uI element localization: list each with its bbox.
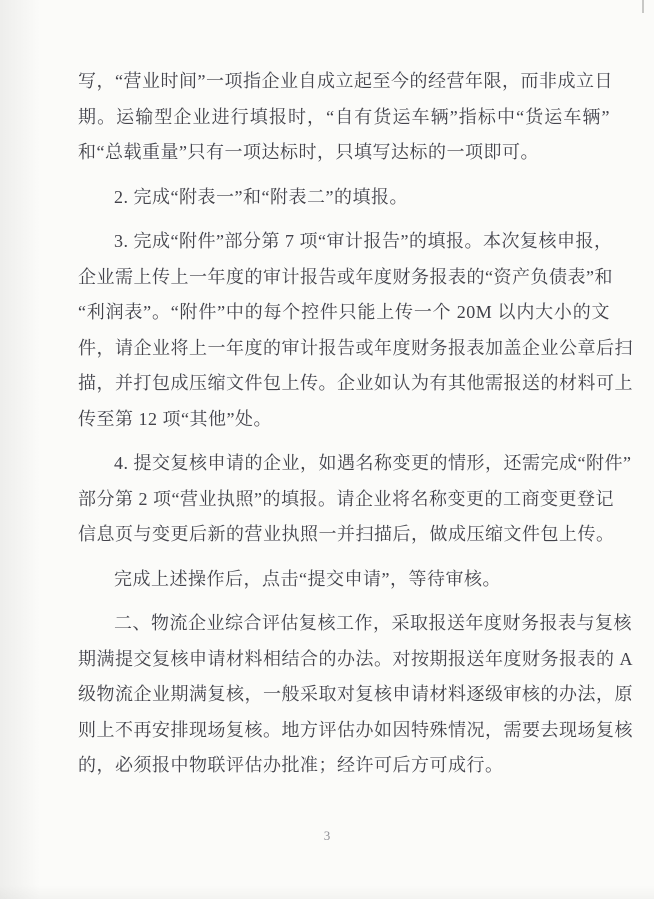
text-line: 完成上述操作后，点击“提交申请”，等待审核。 — [114, 568, 501, 589]
paragraph-continuation — [78, 64, 613, 171]
text-line: 件，请企业将上一年度的审计报告或年度财务报表加盖企业公章后扫 — [78, 337, 633, 358]
page-number: 3 — [323, 828, 331, 843]
paragraph-item-3 — [78, 224, 633, 437]
text-line: 传至第 12 项“其他”处。 — [78, 408, 272, 429]
scan-artifact-mark — [642, 0, 644, 13]
text-line: 则上不再安排现场复核。地方评估办如因特殊情况，需要去现场复核 — [78, 719, 633, 740]
text-line: 二、物流企业综合评估复核工作，采取报送年度财务报表与复核 — [114, 613, 632, 633]
text-line: 2. 完成“附表一”和“附表二”的填报。 — [114, 186, 408, 207]
text-line: 部分第 2 项“营业执照”的填报。请企业将名称变更的工商变更登记 — [78, 488, 614, 509]
paragraph-item-4 — [78, 446, 632, 553]
document-body — [78, 64, 633, 793]
text-line: 和“总载重量”只有一项达标时，只填写达标的一项即可。 — [78, 142, 539, 162]
scan-edge-shadow-left — [0, 0, 40, 899]
text-line: 期满提交复核申请材料相结合的办法。对按期报送年度财务报表的 A — [78, 648, 633, 669]
text-line: “利润表”。“附件”中的每个控件只能上传一个 20M 以内大小的文 — [78, 302, 610, 322]
text-line: 的，必须报中物联评估办批准；经许可后方可成行。 — [78, 755, 504, 775]
text-line: 描，并打包成压缩文件包上传。企业如认为有其他需报送的材料可上 — [78, 373, 633, 393]
paragraph-item-2 — [78, 180, 610, 216]
text-line: 级物流企业期满复核，一般采取对复核申请材料逐级审核的办法，原 — [78, 684, 633, 704]
text-line: 3. 完成“附件”部分第 7 项“审计报告”的填报。本次复核申报， — [114, 231, 613, 251]
text-line: 4. 提交复核申请的企业，如遇名称变更的情形，还需完成“附件” — [114, 453, 632, 473]
text-line: 企业需上传上一年度的审计报告或年度财务报表的“资产负债表”和 — [78, 266, 613, 287]
text-line: 期。运输型企业进行填报时，“自有货运车辆”指标中“货运车辆” — [78, 106, 610, 127]
scan-edge-shadow-bottom — [0, 885, 654, 899]
text-line: 写，“营业时间”一项指企业自成立起至今的经营年限，而非成立日 — [78, 71, 613, 91]
paragraph-submit-note — [78, 562, 610, 598]
text-line: 信息页与变更后新的营业执照一并扫描后，做成压缩文件包上传。 — [78, 524, 615, 544]
paragraph-section-2 — [78, 606, 633, 784]
